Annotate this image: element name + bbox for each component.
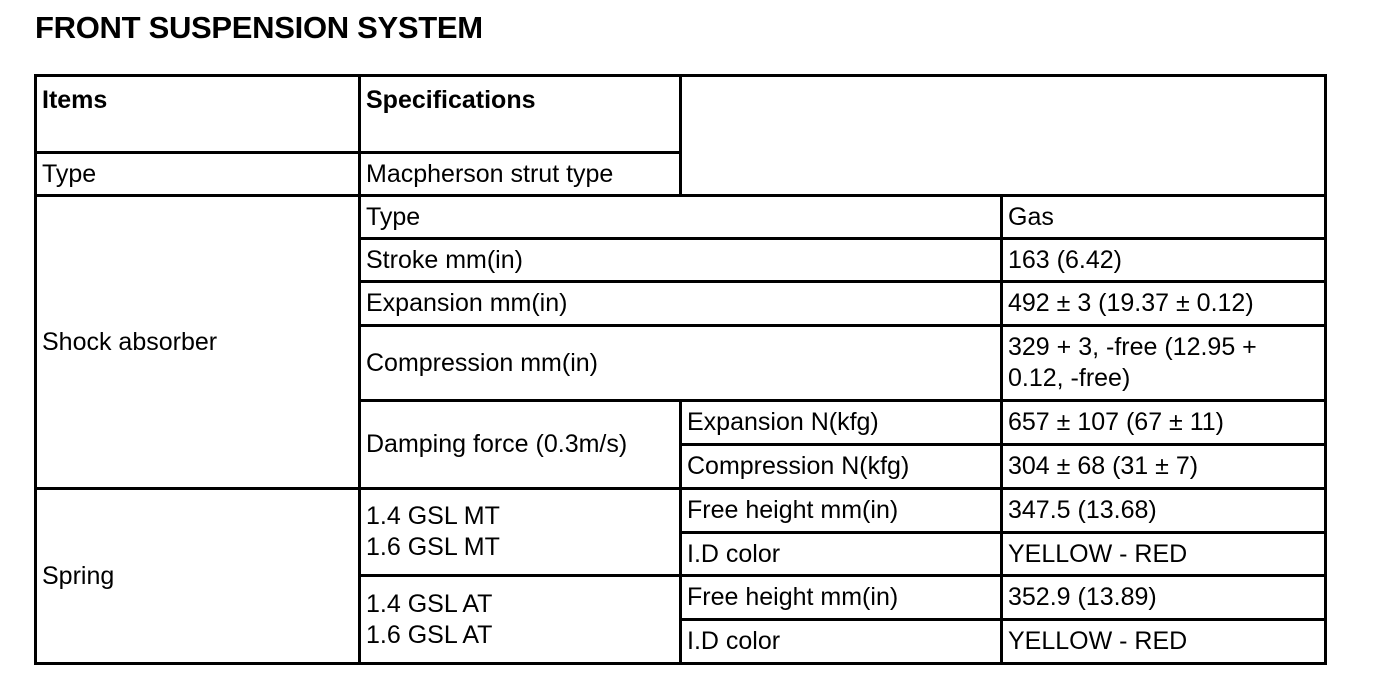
spring-at-model-1: 1.4 GSL AT [366,589,493,618]
spec-table [34,74,1327,665]
shock-type-label: Type [360,196,1002,239]
spring-mt-models [360,489,681,576]
shock-absorber-label: Shock absorber [36,196,360,489]
compression-value [1002,326,1326,401]
type-value: Macpherson strut type [360,153,681,196]
stroke-value: 163 (6.42) [1002,239,1326,282]
spring-mt-model-2: 1.6 GSL MT [366,533,500,561]
page-title: FRONT SUSPENSION SYSTEM [35,10,483,45]
damping-label: Damping force (0.3m/s) [360,401,681,489]
spring-at-model-2: 1.6 GSL AT [366,620,493,649]
mt-id-color-value: YELLOW - RED [1002,533,1326,576]
mt-free-height-label: Free height mm(in) [681,489,1002,533]
type-label: Type [36,153,360,196]
compression-value-line2: 0.12, -free) [1008,364,1131,392]
table-row [36,489,1326,533]
compression-label: Compression mm(in) [360,326,1002,401]
spring-mt-model-1: 1.4 GSL MT [366,502,500,530]
spring-at-models [360,576,681,664]
damping-expansion-label: Expansion N(kfg) [681,401,1002,445]
header-specifications: Specifications [360,76,681,153]
compression-value-line1: 329 + 3, -free (12.95 + [1008,333,1257,361]
expansion-value: 492 ± 3 (19.37 ± 0.12) [1002,282,1326,326]
at-free-height-value: 352.9 (13.89) [1002,576,1326,620]
at-free-height-label: Free height mm(in) [681,576,1002,620]
mt-free-height-value: 347.5 (13.68) [1002,489,1326,533]
table-row [36,76,1326,153]
at-id-color-label: I.D color [681,620,1002,664]
damping-compression-label: Compression N(kfg) [681,445,1002,489]
spring-label: Spring [36,489,360,664]
empty-header-area [681,76,1326,196]
stroke-label: Stroke mm(in) [360,239,1002,282]
at-id-color-value: YELLOW - RED [1002,620,1326,664]
damping-compression-value: 304 ± 68 (31 ± 7) [1002,445,1326,489]
damping-expansion-value: 657 ± 107 (67 ± 11) [1002,401,1326,445]
expansion-label: Expansion mm(in) [360,282,1002,326]
table-row [36,196,1326,239]
mt-id-color-label: I.D color [681,533,1002,576]
header-items: Items [36,76,360,153]
shock-type-value: Gas [1002,196,1326,239]
